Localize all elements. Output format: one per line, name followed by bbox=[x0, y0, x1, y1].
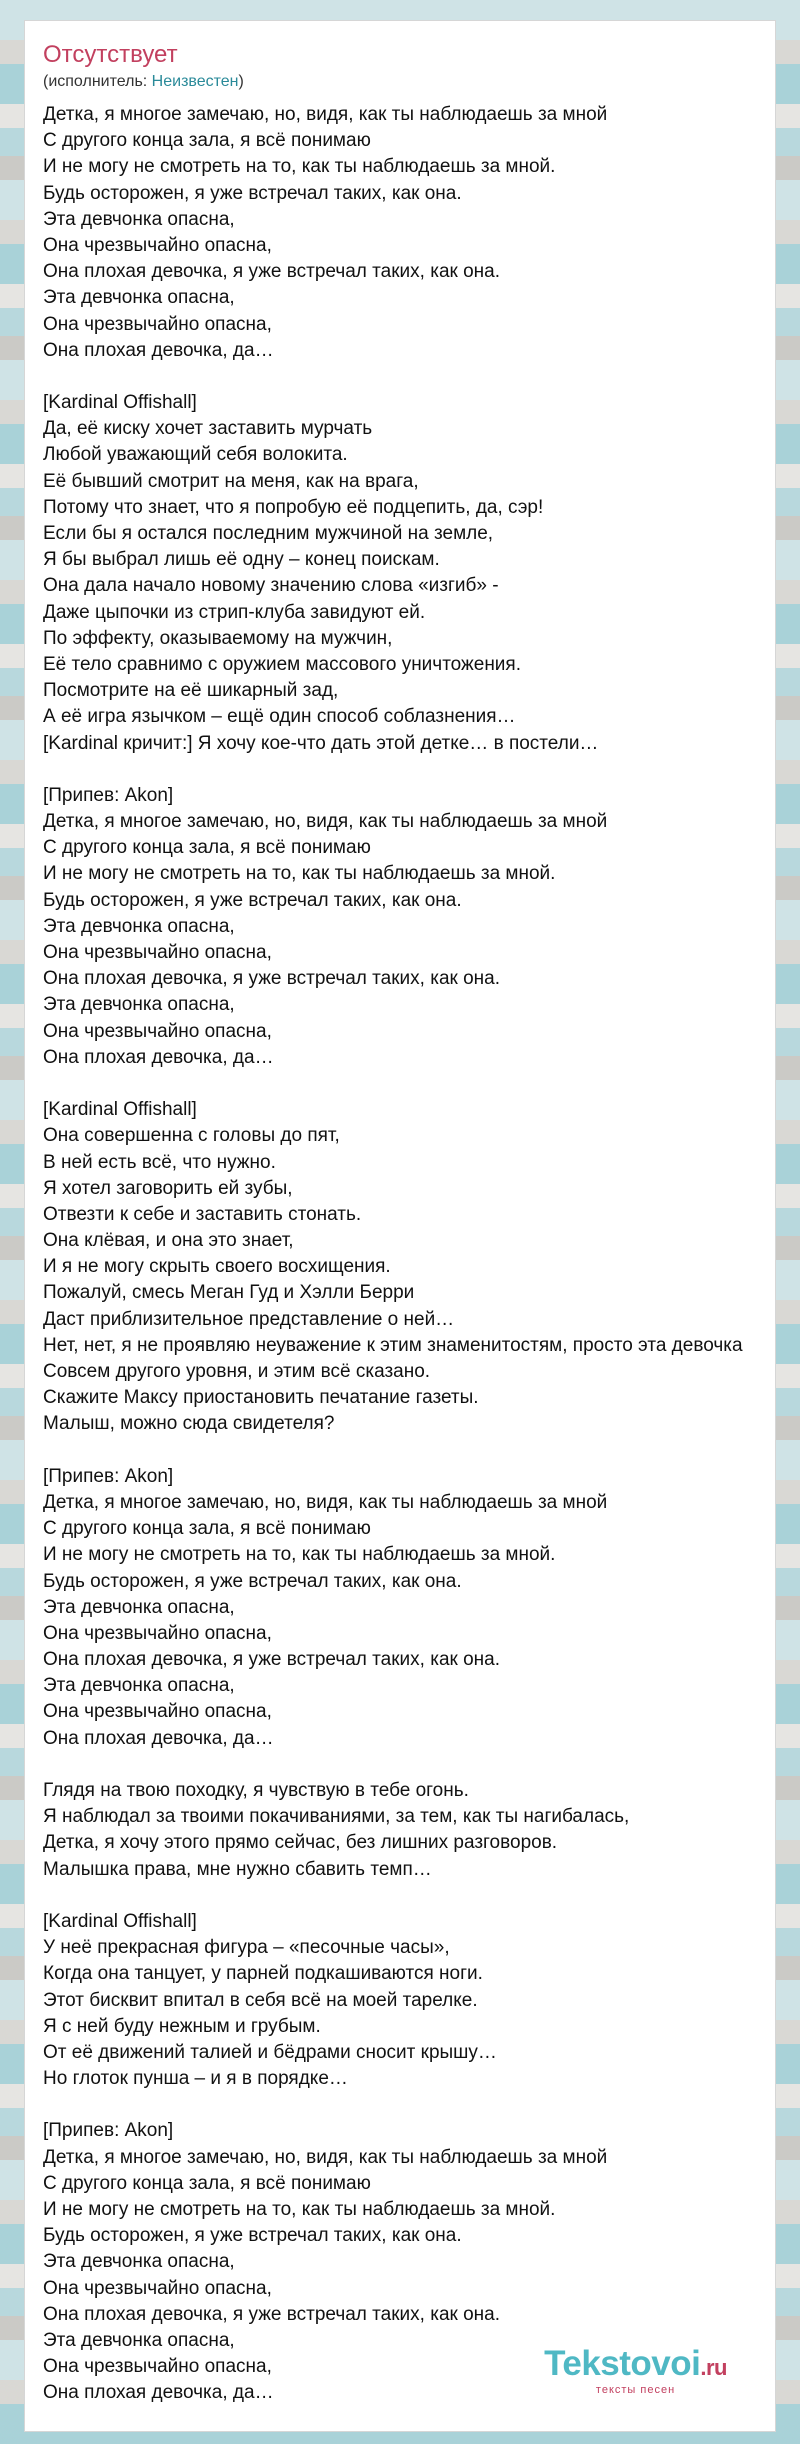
lyric-line: От её движений талией и бёдрами сносит крышу… bbox=[43, 2041, 497, 2063]
lyric-line: Эта девчонка опасна, bbox=[43, 994, 235, 1016]
lyric-line: С другого конца зала, я всё понимаю bbox=[43, 1518, 371, 1540]
lyric-line: Она чрезвычайно опасна, bbox=[43, 1701, 272, 1723]
stanza-break bbox=[43, 1883, 776, 1909]
stanza-break bbox=[43, 1752, 776, 1778]
lyric-line: Детка, я хочу этого прямо сейчас, без лишних разговоров. bbox=[43, 1832, 558, 1854]
lyric-line: Эта девчонка опасна, bbox=[43, 2251, 235, 2273]
lyric-line: Она плохая девочка, я уже встречал таких, как она. bbox=[43, 1649, 501, 1671]
lyric-line: Потому что знает, что я попробую её подцепить, да, сэр! bbox=[43, 496, 544, 518]
lyrics-card bbox=[24, 20, 776, 2432]
song-title: Отсутствует bbox=[43, 41, 178, 68]
lyric-line: Она чрезвычайно опасна, bbox=[43, 1622, 272, 1644]
lyric-line: Её тело сравнимо с оружием массового уничтожения. bbox=[43, 653, 521, 675]
lyric-line: [Kardinal Offishall] bbox=[43, 1910, 197, 1932]
lyric-line: Она плохая девочка, да… bbox=[43, 339, 274, 361]
lyric-line: И не могу не смотреть на то, как ты наблюдаешь за мной. bbox=[43, 156, 556, 178]
lyric-line: Она чрезвычайно опасна, bbox=[43, 2356, 272, 2378]
lyric-line: А её игра язычком – ещё один способ соблазнения… bbox=[43, 706, 516, 728]
lyric-line: Она чрезвычайно опасна, bbox=[43, 313, 272, 335]
artist-line bbox=[43, 73, 244, 91]
lyric-line: С другого конца зала, я всё понимаю bbox=[43, 2172, 371, 2194]
lyric-line: Малыш, можно сюда свидетеля? bbox=[43, 1413, 335, 1435]
lyric-line: Даже цыпочки из стрип-клуба завидуют ей. bbox=[43, 601, 426, 623]
lyric-line: Когда она танцует, у парней подкашиваются ноги. bbox=[43, 1963, 483, 1985]
lyric-line: Совсем другого уровня, и этим всё сказано. bbox=[43, 1361, 431, 1382]
lyric-line: [Припев: Akon] bbox=[43, 784, 174, 806]
lyric-line: И не могу не смотреть на то, как ты наблюдаешь за мной. bbox=[43, 863, 556, 885]
lyric-line: Она плохая девочка, да… bbox=[43, 1046, 274, 1068]
logo-name: Tekstovoi bbox=[544, 2344, 701, 2383]
lyric-line: Я хотел заговорить ей зубы, bbox=[43, 1177, 293, 1199]
lyric-line: [Припев: Akon] bbox=[43, 2120, 174, 2142]
lyric-line: Она совершенна с головы до пят, bbox=[43, 1125, 340, 1147]
lyric-line: [Припев: Akon] bbox=[43, 1465, 174, 1487]
lyric-line: Её бывший смотрит на меня, как на врага, bbox=[43, 470, 419, 492]
lyric-line: Будь осторожен, я уже встречал таких, как она. bbox=[43, 889, 462, 911]
lyric-line: [Kardinal Offishall] bbox=[43, 1099, 197, 1121]
lyric-line: Она дала начало новому значению слова «изгиб» - bbox=[43, 575, 499, 597]
lyric-line: Но глоток пунша – и я в порядке… bbox=[43, 2068, 348, 2090]
lyric-line: Она чрезвычайно опасна, bbox=[43, 1020, 272, 1042]
lyric-line: Она плохая девочка, я уже встречал таких, как она. bbox=[43, 968, 501, 990]
lyric-line: Я бы выбрал лишь её одну – конец поискам. bbox=[43, 549, 440, 571]
lyric-line: Отвезти к себе и заставить стонать. bbox=[43, 1203, 362, 1225]
lyric-line: С другого конца зала, я всё понимаю bbox=[43, 130, 371, 152]
lyric-line: Посмотрите на её шикарный зад, bbox=[43, 680, 339, 702]
lyric-line: Будь осторожен, я уже встречал таких, как она. bbox=[43, 2225, 462, 2247]
lyric-line: Будь осторожен, я уже встречал таких, как она. bbox=[43, 182, 462, 204]
lyric-line: И не могу не смотреть на то, как ты наблюдаешь за мной. bbox=[43, 1544, 556, 1566]
site-logo[interactable] bbox=[544, 2346, 727, 2396]
lyric-line: Она плохая девочка, я уже встречал таких, как она. bbox=[43, 261, 501, 283]
lyric-line: По эффекту, оказываемому на мужчин, bbox=[43, 627, 393, 649]
lyric-line: В ней есть всё, что нужно. bbox=[43, 1151, 276, 1173]
lyric-line: Она плохая девочка, я уже встречал таких, как она. bbox=[43, 2303, 501, 2325]
logo-tld: .ru bbox=[700, 2355, 727, 2380]
lyric-line: Детка, я многое замечаю, но, видя, как ты наблюдаешь за мной bbox=[43, 1491, 608, 1513]
lyric-line: [Kardinal Offishall] bbox=[43, 392, 197, 414]
lyric-line: Эта девчонка опасна, bbox=[43, 287, 235, 309]
artist-link[interactable]: Неизвестен bbox=[151, 73, 239, 90]
lyric-line: Да, её киску хочет заставить мурчать bbox=[43, 418, 373, 440]
lyric-line: Эта девчонка опасна, bbox=[43, 2329, 235, 2351]
lyric-line: Даст приблизительное представление о ней… bbox=[43, 1308, 455, 1330]
lyric-line: [Kardinal кричит:] Я хочу кое-что дать этой детке… в постели… bbox=[43, 732, 599, 754]
lyric-line: Глядя на твою походку, я чувствую в тебе огонь. bbox=[43, 1780, 469, 1801]
lyric-line: Эта девчонка опасна, bbox=[43, 208, 235, 230]
lyric-line: Детка, я многое замечаю, но, видя, как ты наблюдаешь за мной bbox=[43, 811, 608, 833]
stanza-break bbox=[43, 364, 776, 390]
lyric-line: Малышка права, мне нужно сбавить темп… bbox=[43, 1858, 432, 1880]
lyric-line: И я не могу скрыть своего восхищения. bbox=[43, 1256, 391, 1278]
lyric-line: Она плохая девочка, да… bbox=[43, 2382, 274, 2404]
artist-suffix: ) bbox=[238, 73, 244, 90]
lyric-line: Эта девчонка опасна, bbox=[43, 1596, 235, 1618]
lyric-line: Она чрезвычайно опасна, bbox=[43, 234, 272, 256]
lyric-line: У неё прекрасная фигура – «песочные часы», bbox=[43, 1937, 450, 1959]
lyric-line: Будь осторожен, я уже встречал таких, как она. bbox=[43, 1570, 462, 1592]
logo-wordmark bbox=[544, 2346, 727, 2386]
lyric-line: Пожалуй, смесь Меган Гуд и Хэлли Берри bbox=[43, 1282, 415, 1304]
lyrics-text bbox=[43, 102, 776, 2407]
lyric-line: Я наблюдал за твоими покачиваниями, за тем, как ты нагибалась, bbox=[43, 1806, 630, 1828]
stanza-break bbox=[43, 1071, 776, 1097]
lyric-line: Детка, я многое замечаю, но, видя, как ты наблюдаешь за мной bbox=[43, 2146, 608, 2168]
lyric-line: И не могу не смотреть на то, как ты наблюдаешь за мной. bbox=[43, 2199, 556, 2220]
lyric-line: Детка, я многое замечаю, но, видя, как ты наблюдаешь за мной bbox=[43, 104, 608, 125]
logo-tagline: тексты песен bbox=[595, 2384, 676, 2396]
lyric-line: Если бы я остался последним мужчиной на земле, bbox=[43, 523, 494, 544]
lyric-line: Этот бисквит впитал в себя всё на моей тарелке. bbox=[43, 1989, 478, 2011]
lyric-line: Она чрезвычайно опасна, bbox=[43, 942, 272, 963]
lyric-line: Она клёвая, и она это знает, bbox=[43, 1230, 294, 1252]
lyric-line: Нет, нет, я не проявляю неуважение к этим знаменитостям, просто эта девочка bbox=[43, 1334, 743, 1356]
lyric-line: С другого конца зала, я всё понимаю bbox=[43, 837, 371, 859]
stanza-break bbox=[43, 757, 776, 783]
lyric-line: Она плохая девочка, да… bbox=[43, 1727, 274, 1749]
lyric-line: Она чрезвычайно опасна, bbox=[43, 2277, 272, 2299]
lyric-line: Скажите Максу приостановить печатание газеты. bbox=[43, 1387, 479, 1409]
stanza-break bbox=[43, 1438, 776, 1464]
lyric-line: Эта девчонка опасна, bbox=[43, 1675, 235, 1697]
lyric-line: Любой уважающий себя волокита. bbox=[43, 444, 348, 466]
stanza-break bbox=[43, 2092, 776, 2118]
lyric-line: Я с ней буду нежным и грубым. bbox=[43, 2015, 321, 2037]
lyric-line: Эта девчонка опасна, bbox=[43, 915, 235, 937]
artist-prefix: (исполнитель: bbox=[43, 73, 152, 90]
